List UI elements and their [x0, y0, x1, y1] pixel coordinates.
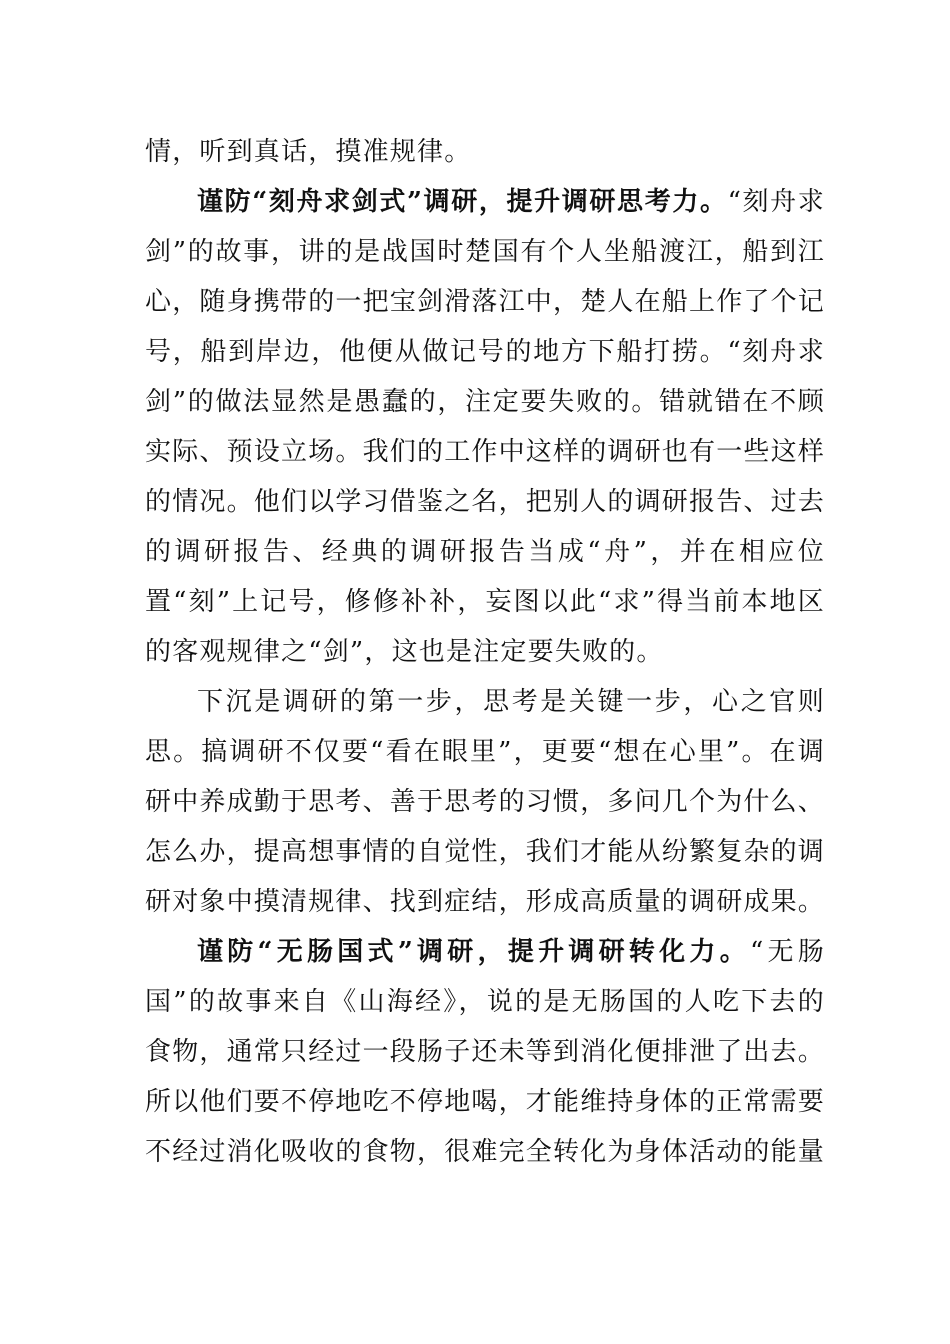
document-page	[145, 127, 825, 1177]
paragraph-2	[145, 177, 825, 677]
paragraph-1	[145, 127, 825, 177]
paragraph-1-text: 情，听到真话，摸准规律。	[145, 137, 472, 167]
paragraph-4-heading: 谨防“无肠国式”调研，提升调研转化力。	[197, 937, 750, 967]
paragraph-2-heading: 谨防“刻舟求剑式”调研，提升调研思考力。	[197, 187, 728, 217]
paragraph-3-text: 下沉是调研的第一步，思考是关键一步，心之官则思。搞调研不仅要“看在眼里”，更要“想在心里”。在调研中养成勤于思考、善于思考的习惯，多问几个为什么、怎么办，提高想事情的自觉性，我们才能从纷繁复杂的调研对象中摸清规律、找到症结，形成高质量的调研成果。	[145, 687, 826, 917]
paragraph-4-text: “无肠国”的故事来自《山海经》，说的是无肠国的人吃下去的食物，通常只经过一段肠子还未等到消化便排泄了出去。所以他们要不停地吃不停地喝，才能维持身体的正常需要不经过消化吸收的食物，很难完全转化为身体活动的能量	[145, 937, 826, 1167]
paragraph-2-text: “刻舟求剑”的故事，讲的是战国时楚国有个人坐船渡江，船到江心，随身携带的一把宝剑滑落江中，楚人在船上作了个记号，船到岸边，他便从做记号的地方下船打捞。“刻舟求剑”的做法显然是愚蠢的，注定要失败的。错就错在不顾实际、预设立场。我们的工作中这样的调研也有一些这样的情况。他们以学习借鉴之名，把别人的调研报告、过去的调研报告、经典的调研报告当成“舟”，并在相应位置“刻”上记号，修修补补，妄图以此“求”得当前本地区的客观规律之“剑”，这也是注定要失败的。	[145, 187, 826, 667]
paragraph-3	[145, 677, 825, 927]
paragraph-4	[145, 927, 825, 1177]
